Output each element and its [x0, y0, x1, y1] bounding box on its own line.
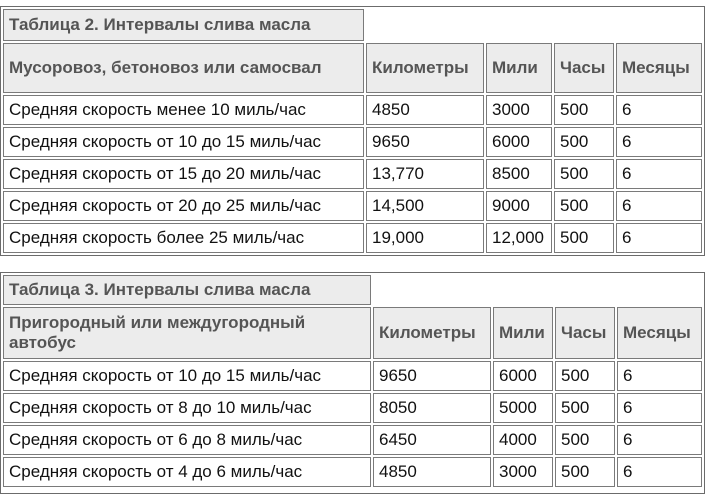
table-cell-km: 6450	[373, 425, 491, 455]
column-header-miles: Мили	[493, 307, 553, 359]
table-cell-speed: Средняя скорость более 25 миль/час	[3, 223, 364, 253]
column-header-months: Месяцы	[617, 307, 702, 359]
column-header-km: Километры	[366, 43, 484, 93]
column-header-months: Месяцы	[616, 43, 702, 93]
table-caption: Таблица 2. Интервалы слива масла	[3, 9, 364, 41]
table-cell-km: 4850	[373, 457, 491, 487]
table-cell-months: 6	[617, 457, 702, 487]
table-cell-km: 9650	[366, 127, 484, 157]
table-cell-km: 4850	[366, 95, 484, 125]
table-cell-months: 6	[617, 393, 702, 423]
table-cell-hours: 500	[555, 393, 615, 423]
table-cell-months: 6	[616, 127, 702, 157]
table-cell-km: 19,000	[366, 223, 484, 253]
table-cell-speed: Средняя скорость от 8 до 10 миль/час	[3, 393, 371, 423]
table-cell-miles: 6000	[493, 361, 553, 391]
column-header-vehicle: Пригородный или междугородный автобус	[3, 307, 371, 359]
table-cell-hours: 500	[555, 457, 615, 487]
table-cell-km: 14,500	[366, 191, 484, 221]
table-cell-miles: 8500	[486, 159, 552, 189]
table-cell-km: 13,770	[366, 159, 484, 189]
table-cell-months: 6	[617, 361, 702, 391]
column-header-hours: Часы	[555, 307, 615, 359]
table-cell-hours: 500	[554, 191, 614, 221]
table-cell-hours: 500	[554, 95, 614, 125]
table-cell-months: 6	[616, 191, 702, 221]
oil-interval-table-3	[0, 272, 705, 494]
table-cell-miles: 4000	[493, 425, 553, 455]
table-cell-hours: 500	[554, 127, 614, 157]
table-cell-miles: 12,000	[486, 223, 552, 253]
table-cell-km: 8050	[373, 393, 491, 423]
table-cell-speed: Средняя скорость от 4 до 6 миль/час	[3, 457, 371, 487]
table-cell-months: 6	[616, 95, 702, 125]
table-cell-speed: Средняя скорость от 15 до 20 миль/час	[3, 159, 364, 189]
table-cell-speed: Средняя скорость от 10 до 15 миль/час	[3, 361, 371, 391]
table-cell-miles: 3000	[486, 95, 552, 125]
table-cell-hours: 500	[554, 223, 614, 253]
table-cell-hours: 500	[555, 361, 615, 391]
table-cell-miles: 9000	[486, 191, 552, 221]
table-cell-miles: 3000	[493, 457, 553, 487]
table-cell-hours: 500	[555, 425, 615, 455]
table-cell-speed: Средняя скорость от 20 до 25 миль/час	[3, 191, 364, 221]
table-cell-miles: 5000	[493, 393, 553, 423]
table-cell-speed: Средняя скорость от 6 до 8 миль/час	[3, 425, 371, 455]
table-cell-hours: 500	[554, 159, 614, 189]
table-cell-months: 6	[617, 425, 702, 455]
table-cell-miles: 6000	[486, 127, 552, 157]
table-cell-km: 9650	[373, 361, 491, 391]
column-header-miles: Мили	[486, 43, 552, 93]
table-cell-months: 6	[616, 159, 702, 189]
column-header-km: Километры	[373, 307, 491, 359]
table-caption: Таблица 3. Интервалы слива масла	[3, 275, 371, 305]
table-cell-speed: Средняя скорость менее 10 миль/час	[3, 95, 364, 125]
column-header-hours: Часы	[554, 43, 614, 93]
oil-interval-table-2	[0, 6, 705, 256]
table-cell-months: 6	[616, 223, 702, 253]
table-cell-speed: Средняя скорость от 10 до 15 миль/час	[3, 127, 364, 157]
column-header-vehicle: Мусоровоз, бетоновоз или самосвал	[3, 43, 364, 93]
